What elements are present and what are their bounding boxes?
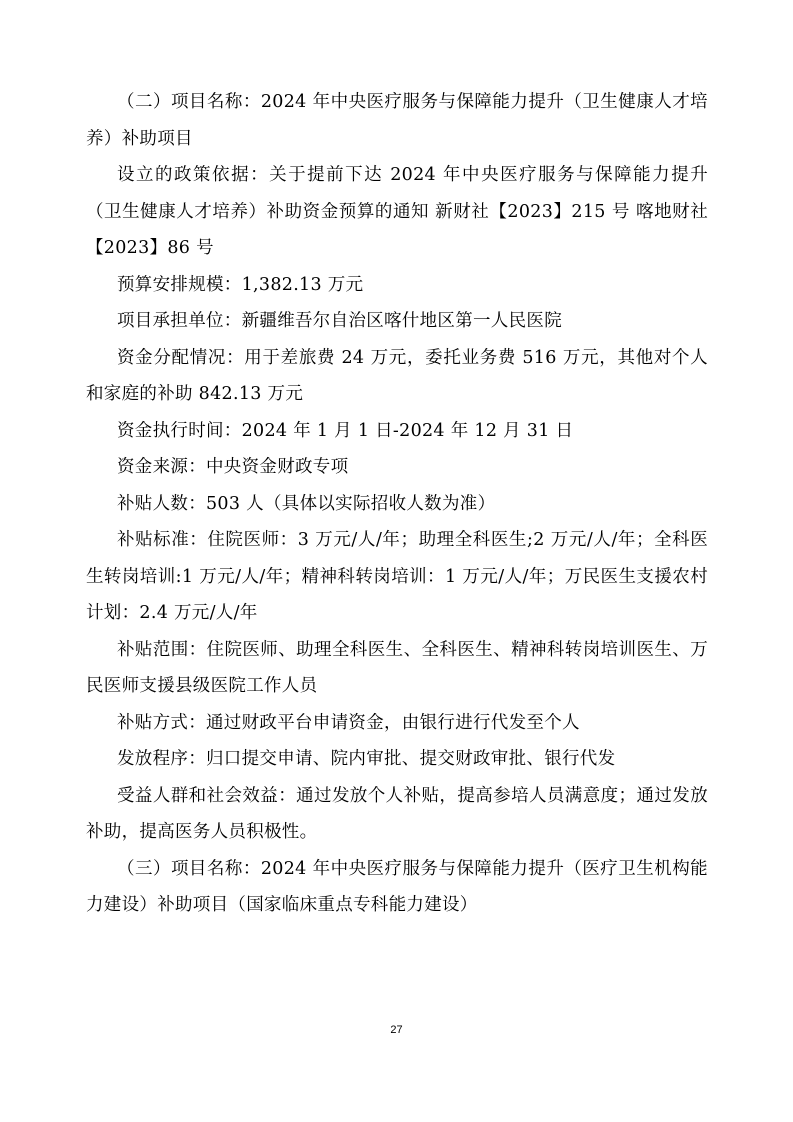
policy-basis-paragraph: 设立的政策依据：关于提前下达 2024 年中央医疗服务与保障能力提升（卫生健康人才培养）补助资金预算的通知 新财社【2023】215 号 喀地财社【2023】86 号 — [86, 165, 708, 258]
subsidy-method-paragraph: 补贴方式：通过财政平台申请资金，由银行进行代发至个人 — [117, 712, 580, 733]
subsidy-count-paragraph: 补贴人数：503 人（具体以实际招收人数为准） — [117, 493, 496, 514]
subsidy-scope-paragraph: 补贴范围：住院医师、助理全科医生、全科医生、精神科转岗培训医生、万民医师支援县级医院工作人员 — [86, 639, 708, 696]
fund-allocation-paragraph: 资金分配情况：用于差旅费 24 万元，委托业务费 516 万元，其他对个人和家庭的补助 842.13 万元 — [86, 347, 708, 404]
issue-procedure-paragraph: 发放程序：归口提交申请、院内审批、提交财政审批、银行代发 — [117, 749, 616, 769]
fund-source-paragraph: 资金来源：中央资金财政专项 — [117, 457, 349, 477]
section-2-title: （二）项目名称：2024 年中央医疗服务与保障能力提升（卫生健康人才培养）补助项目 — [86, 92, 708, 149]
subsidy-standard-paragraph: 补贴标准：住院医师：3 万元/人/年；助理全科医生;2 万元/人/年；全科医生转岗培训:1 万元/人/年；精神科转岗培训：1 万元/人/年；万民医生支援农村计划：2.4 万元/人/年 — [86, 530, 708, 623]
page-number: 27 — [390, 1024, 403, 1036]
beneficiaries-paragraph: 受益人群和社会效益：通过发放个人补贴，提高参培人员满意度；通过发放补助，提高医务人员积极性。 — [86, 785, 708, 842]
execution-time-paragraph: 资金执行时间：2024 年 1 月 1 日-2024 年 12 月 31 日 — [117, 420, 574, 441]
budget-scale-paragraph: 预算安排规模：1,382.13 万元 — [117, 274, 364, 295]
page-body — [86, 84, 708, 924]
undertaking-unit-paragraph: 项目承担单位：新疆维吾尔自治区喀什地区第一人民医院 — [117, 311, 562, 331]
section-3-title: （三）项目名称：2024 年中央医疗服务与保障能力提升（医疗卫生机构能力建设）补助项目（国家临床重点专科能力建设） — [86, 858, 708, 915]
